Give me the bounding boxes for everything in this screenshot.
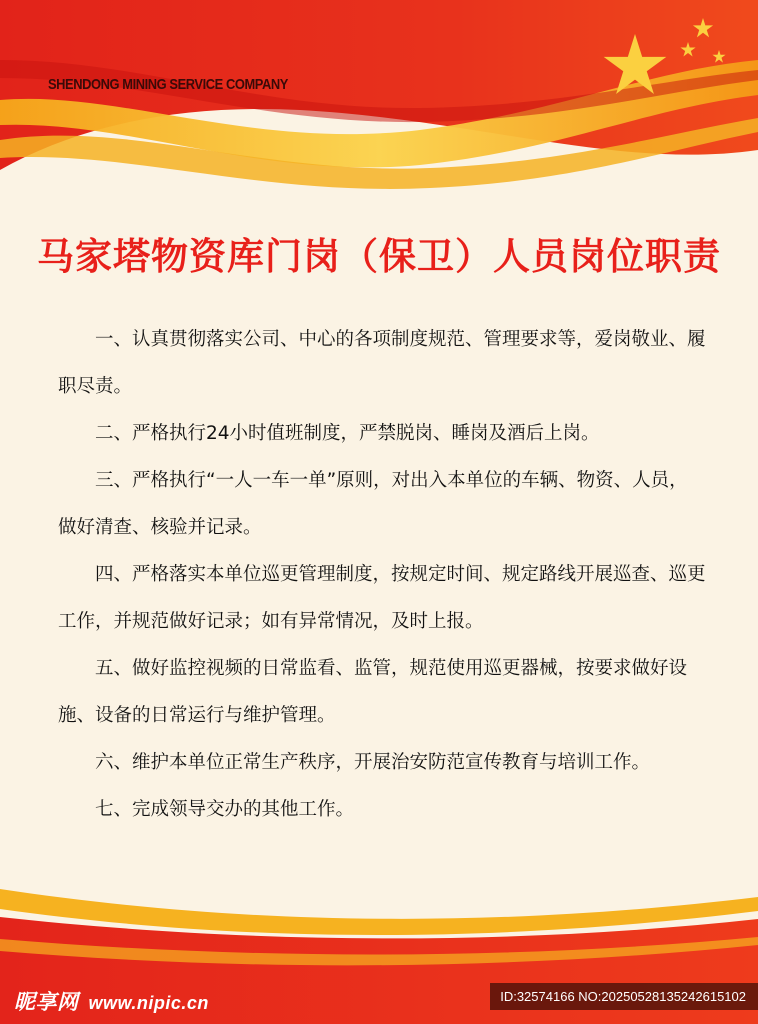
duty-item: 一、认真贯彻落实公司、中心的各项制度规范、管理要求等，爱岗敬业、履职尽责。: [58, 329, 706, 397]
duty-item: 四、严格落实本单位巡更管理制度，按规定时间、规定路线开展巡查、巡更工作，并规范做好记录；如有异常情况，及时上报。: [58, 564, 706, 632]
watermark-brand: 昵享网: [14, 991, 79, 1014]
duty-item: 二、严格执行24小时值班制度，严禁脱岗、睡岗及酒后上岗。: [95, 423, 600, 444]
duty-item: 五、做好监控视频的日常监看、监管，规范使用巡更器械，按要求做好设施、设备的日常运行与维护管理。: [58, 658, 688, 726]
duty-item: 六、维护本单位正常生产秩序，开展治安防范宣传教育与培训工作。: [95, 752, 651, 773]
duty-item: 七、完成领导交办的其他工作。: [95, 799, 355, 820]
small-star-icon: [680, 42, 696, 57]
watermark: [14, 986, 209, 1016]
page-title: 马家塔物资库门岗（保卫）人员岗位职责: [37, 235, 721, 278]
company-name: SHENDONG MINING SERVICE COMPANY: [48, 76, 288, 93]
small-star-icon: [692, 18, 714, 38]
large-star-icon: [600, 34, 670, 96]
watermark-url: www.nipic.cn: [88, 993, 209, 1013]
duties-list: [58, 316, 706, 833]
small-star-icon: [712, 50, 726, 63]
image-id-tag: ID:32574166 NO:20250528135242615102: [490, 983, 758, 1010]
duty-item: 三、严格执行“一人一车一单”原则，对出入本单位的车辆、物资、人员，做好清查、核验并记录。: [58, 470, 688, 538]
top-banner-decoration: [0, 0, 758, 200]
